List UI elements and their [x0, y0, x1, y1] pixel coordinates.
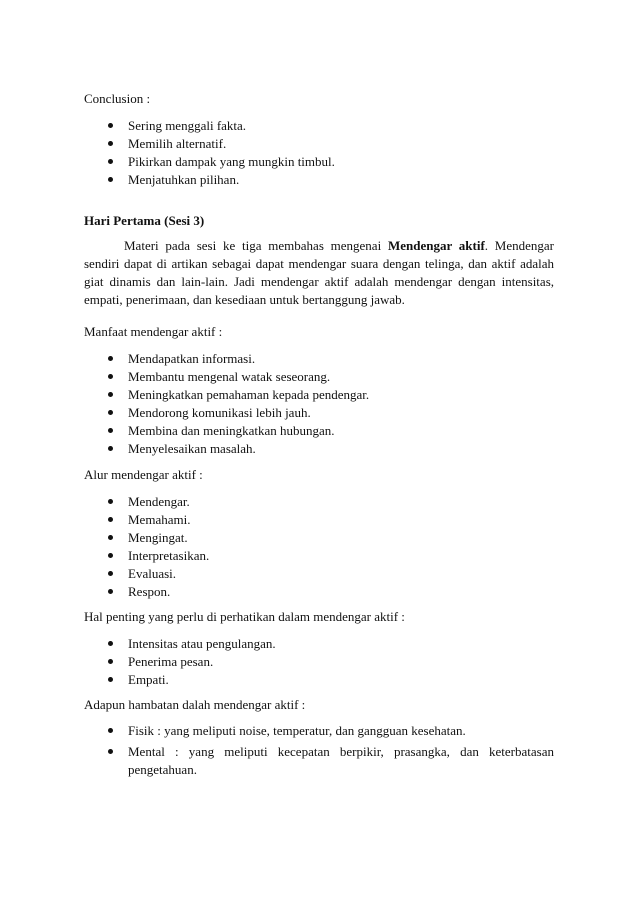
hambatan-label: Adapun hambatan dalah mendengar aktif :	[84, 697, 306, 712]
list-item: Penerima pesan.	[84, 653, 554, 671]
bullet-icon	[108, 728, 113, 733]
list-item: Memilih alternatif.	[84, 135, 554, 153]
bullet-icon	[108, 749, 113, 754]
list-item: Mendapatkan informasi.	[84, 350, 554, 368]
hal-penting-label: Hal penting yang perlu di perhatikan dalam mendengar aktif :	[84, 609, 405, 624]
bullet-icon	[108, 446, 113, 451]
bullet-icon	[108, 677, 113, 682]
bullet-icon	[108, 159, 113, 164]
list-item: Mendorong komunikasi lebih jauh.	[84, 404, 554, 422]
list-item: Fisik : yang meliputi noise, temperatur, dan gangguan kesehatan.	[84, 722, 554, 740]
list-item: Evaluasi.	[84, 565, 554, 583]
section-heading: Hari Pertama (Sesi 3)	[84, 213, 205, 228]
alur-list	[84, 493, 554, 601]
bullet-icon	[108, 392, 113, 397]
manfaat-label: Manfaat mendengar aktif :	[84, 324, 223, 339]
list-item: Meningkatkan pemahaman kepada pendengar.	[84, 386, 554, 404]
bullet-icon	[108, 177, 113, 182]
section-paragraph: Materi pada sesi ke tiga membahas mengenai Mendengar aktif. Mendengar sendiri dapat di artikan sebagai dapat mendengar suara dengan telinga, dan aktif adalah giat dinamis dan lain-lain. Jadi mendengar aktif adalah mendengar dengan intensitas, empati, penerimaan, dan kesediaan untuk bertanggung jawab.	[84, 238, 554, 307]
list-item: Respon.	[84, 583, 554, 601]
list-item: Membantu mengenal watak seseorang.	[84, 368, 554, 386]
list-item: Intensitas atau pengulangan.	[84, 635, 554, 653]
conclusion-label: Conclusion :	[84, 91, 151, 106]
manfaat-list	[84, 350, 554, 458]
hal-penting-list	[84, 635, 554, 689]
bullet-icon	[108, 499, 113, 504]
bullet-icon	[108, 410, 113, 415]
list-item: Empati.	[84, 671, 554, 689]
bullet-icon	[108, 374, 113, 379]
alur-label: Alur mendengar aktif :	[84, 467, 203, 482]
bullet-icon	[108, 641, 113, 646]
list-item: Interpretasikan.	[84, 547, 554, 565]
hambatan-list	[84, 722, 554, 779]
bullet-icon	[108, 356, 113, 361]
bullet-icon	[108, 123, 113, 128]
list-item: Mengingat.	[84, 529, 554, 547]
bullet-icon	[108, 535, 113, 540]
list-item: Menyelesaikan masalah.	[84, 440, 554, 458]
bold-term: Mendengar aktif	[387, 238, 485, 253]
list-item: Mendengar.	[84, 493, 554, 511]
bullet-icon	[108, 589, 113, 594]
list-item: Membina dan meningkatkan hubungan.	[84, 422, 554, 440]
bullet-icon	[108, 428, 113, 433]
bullet-icon	[108, 659, 113, 664]
list-item: Mental : yang meliputi kecepatan berpikir, prasangka, dan keterbatasan pengetahuan.	[84, 743, 554, 779]
bullet-icon	[108, 517, 113, 522]
bullet-icon	[108, 553, 113, 558]
conclusion-list	[84, 117, 554, 189]
list-item: Memahami.	[84, 511, 554, 529]
list-item: Menjatuhkan pilihan.	[84, 171, 554, 189]
list-item: Sering menggali fakta.	[84, 117, 554, 135]
bullet-icon	[108, 141, 113, 146]
list-item: Pikirkan dampak yang mungkin timbul.	[84, 153, 554, 171]
bullet-icon	[108, 571, 113, 576]
